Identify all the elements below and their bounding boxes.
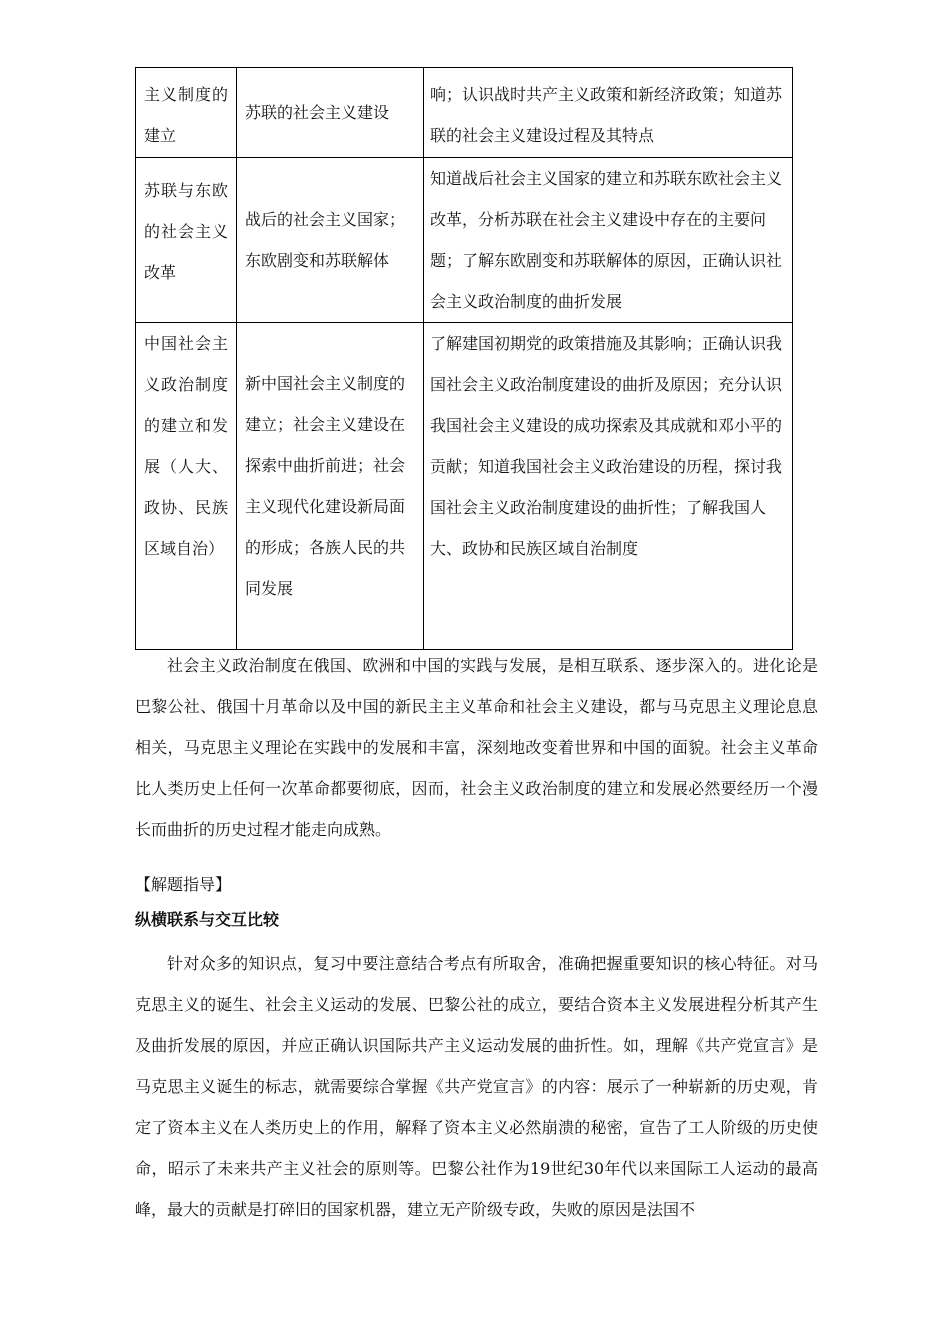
- requirement-text: 响；认识战时共产主义政策和新经济政策；知道苏联的社会主义建设过程及其特点: [430, 85, 783, 145]
- summary-paragraph: [135, 645, 818, 850]
- content-cell: [237, 323, 424, 650]
- summary-paragraph-text: 社会主义政治制度在俄国、欧洲和中国的实践与发展，是相互联系、逐步深入的。进化论是巴黎公社、俄国十月革命以及中国的新民主主义革命和社会主义建设，都与马克思主义理论息息相关，马克思主义理论在实践中的发展和丰富，深刻地改变着世界和中国的面貌。社会主义革命比人类历史上任何一次革命都要彻底，因而，社会主义政治制度的建立和发展必然要经历一个漫长而曲折的历史过程才能走向成熟。: [135, 656, 818, 839]
- content-text: 战后的社会主义国家；东欧剧变和苏联解体: [245, 210, 406, 270]
- guide-heading: 【解题指导】: [135, 875, 232, 894]
- requirement-text: 知道战后社会主义国家的建立和苏联东欧社会主义改革，分析苏联在社会主义建设中存在的主要问题；了解东欧剧变和苏联解体的原因，正确认识社会主义政治制度的曲折发展: [430, 169, 783, 311]
- topic-text: 苏联与东欧的社会主义改革: [144, 181, 228, 282]
- topic-cell: [136, 158, 237, 323]
- content-text: 新中国社会主义制度的建立；社会主义建设在探索中曲折前进；社会主义现代化建设新局面的形成；各族人民的共同发展: [245, 374, 406, 598]
- syllabus-table: [135, 67, 793, 650]
- content-cell: [237, 68, 424, 158]
- guide-paragraph-text: 针对众多的知识点，复习中要注意结合考点有所取舍，准确把握重要知识的核心特征。对马克思主义的诞生、社会主义运动的发展、巴黎公社的成立，要结合资本主义发展进程分析其产生及曲折发展的原因，并应正确认识国际共产主义运动发展的曲折性。如，理解《共产党宣言》是马克思主义诞生的标志，就需要综合掌握《共产党宣言》的内容：展示了一种崭新的历史观，肯定了资本主义在人类历史上的作用，解释了资本主义必然崩溃的秘密，宣告了工人阶级的历史使命，昭示了未来共产主义社会的原则等。巴黎公社作为19世纪30年代以来国际工人运动的最高峰，最大的贡献是打碎旧的国家机器，建立无产阶级专政，失败的原因是法国不: [135, 954, 818, 1219]
- content-cell: [237, 158, 424, 323]
- table-row: [136, 158, 793, 323]
- requirement-cell: [424, 323, 793, 650]
- requirement-cell: [424, 158, 793, 323]
- requirement-text: 了解建国初期党的政策措施及其影响；正确认识我国社会主义政治制度建设的曲折及原因；充分认识我国社会主义建设的成功探索及其成就和邓小平的贡献；知道我国社会主义政治建设的历程，探讨我国社会主义政治制度建设的曲折性；了解我国人大、政协和民族区域自治制度: [430, 334, 783, 558]
- requirement-cell: [424, 68, 793, 158]
- method-heading: 纵横联系与交互比较: [135, 910, 280, 929]
- table-row: [136, 323, 793, 650]
- topic-text: 主义制度的建立: [144, 85, 228, 145]
- table-row: [136, 68, 793, 158]
- guide-paragraph: [135, 943, 818, 1230]
- topic-cell: [136, 68, 237, 158]
- topic-cell: [136, 323, 237, 650]
- content-text: 苏联的社会主义建设: [245, 103, 390, 122]
- topic-text: 中国社会主义政治制度的建立和发展（人大、政协、民族区域自治）: [144, 334, 228, 558]
